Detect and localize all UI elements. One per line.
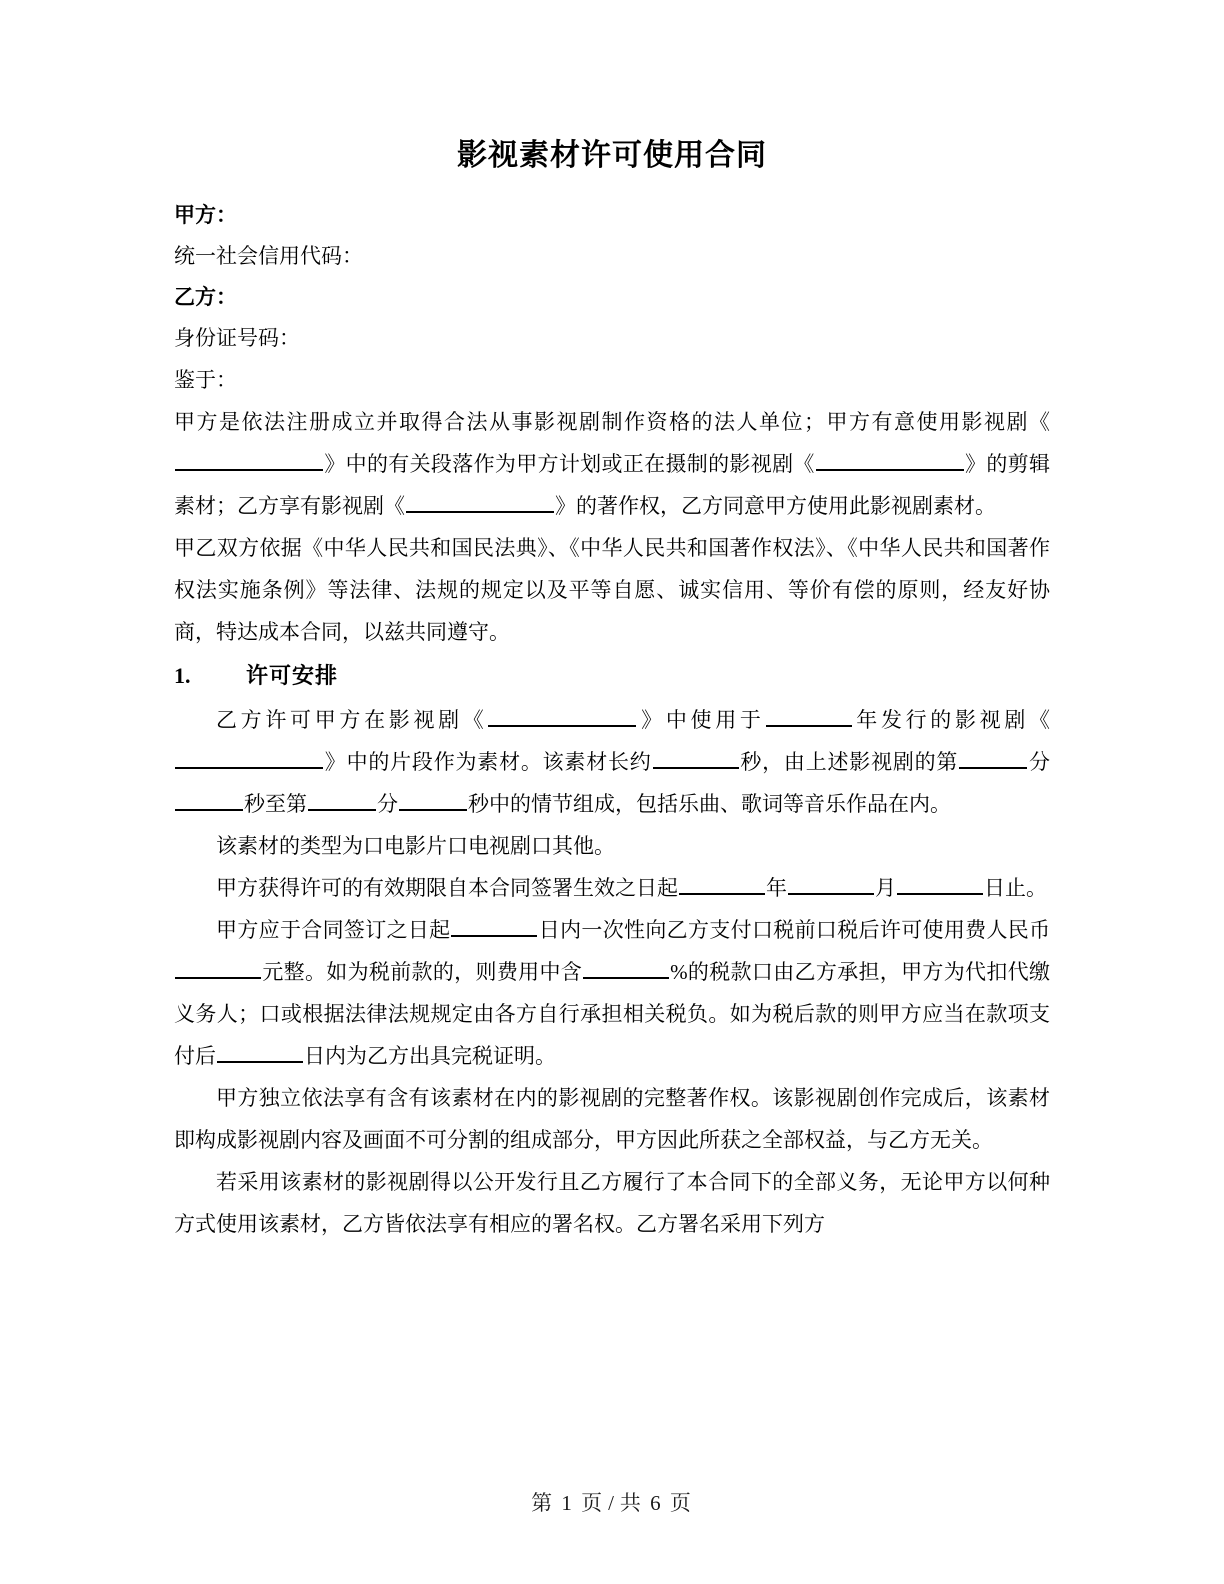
recitals-p1-text-c: 》的剪辑素材；乙方享有影视剧《 <box>174 451 1051 518</box>
recitals-heading: 鉴于： <box>174 367 237 392</box>
blank-expiry-year[interactable] <box>679 873 765 895</box>
s1-p4-text-c: 许可使用费人民币 <box>879 917 1051 942</box>
blank-film-title-2[interactable] <box>816 449 964 471</box>
s1-p4-text-d: 元整。如为税前款的，则费用中含 <box>262 959 583 984</box>
s1-p1-text-h: 分 <box>377 791 398 816</box>
s1-p4-text-h: 日内为乙方出具完税证明。 <box>304 1043 556 1068</box>
s1-p2-option-tv-series: 电视剧 <box>468 833 531 858</box>
s1-p1-text-d: 》中的片段作为素材。该素材长约 <box>324 749 652 774</box>
blank-start-minute[interactable] <box>959 747 1027 769</box>
s1-p2-option-other: 其他。 <box>552 833 615 858</box>
checkbox-tv-series-icon[interactable]: 口 <box>447 833 468 858</box>
section-1-number: 1. <box>174 662 191 688</box>
section-1-heading <box>174 653 1050 699</box>
blank-tax-certificate-days[interactable] <box>217 1041 303 1063</box>
section-1-paragraph-1 <box>174 699 1050 825</box>
blank-license-fee-amount[interactable] <box>175 957 261 979</box>
checkbox-movie-icon[interactable]: 口 <box>363 833 384 858</box>
blank-payment-days[interactable] <box>451 915 537 937</box>
section-1-paragraph-4-payment-terms <box>174 909 1050 1077</box>
blank-tax-percentage[interactable] <box>583 957 669 979</box>
checkbox-posttax-icon[interactable]: 口 <box>815 917 838 942</box>
section-1-paragraph-5-copyright: 甲方独立依法享有含有该素材在内的影视剧的完整著作权。该影视剧创作完成后，该素材即构成影视剧内容及画面不可分割的组成部分，甲方因此所获之全部权益，与乙方无关。 <box>174 1085 1050 1152</box>
recitals-p1-text-b: 》中的有关段落作为甲方计划或正在摄制的影视剧《 <box>324 451 815 476</box>
s1-p1-text-b: 》中使用于 <box>637 707 765 732</box>
checkbox-other-icon[interactable]: 口 <box>531 833 552 858</box>
footer-separator: / <box>608 1491 616 1515</box>
blank-clip-duration-seconds[interactable] <box>653 747 739 769</box>
section-1-paragraph-2-material-type <box>174 825 1050 867</box>
blank-start-second[interactable] <box>175 789 243 811</box>
section-1-paragraph-3-validity-period <box>174 867 1050 909</box>
blank-film-title-1[interactable] <box>175 449 323 471</box>
blank-release-year[interactable] <box>766 705 852 727</box>
blank-film-title-3[interactable] <box>406 491 554 513</box>
s1-p1-text-e: 秒，由上述影视剧的第 <box>739 749 959 774</box>
party-b-label: 乙方： <box>174 284 237 309</box>
page-title: 影视素材许可使用合同 <box>457 139 767 172</box>
s1-p4-option-posttax: 税后 <box>837 917 880 942</box>
s1-p2-text-a: 该素材的类型为 <box>216 833 363 858</box>
party-information-block <box>174 195 1050 359</box>
party-a-label: 甲方： <box>174 202 237 227</box>
footer-current-page: 第 1 页 <box>531 1491 605 1515</box>
s1-p1-text-c: 年发行的影视剧《 <box>852 707 1051 732</box>
s1-p1-text-a: 乙方许可甲方在影视剧《 <box>216 707 488 732</box>
recitals-p1-text-d: 》的著作权，乙方同意甲方使用此影视剧素材。 <box>555 493 996 518</box>
blank-expiry-day[interactable] <box>897 873 983 895</box>
s1-p2-option-movie: 电影片 <box>384 833 447 858</box>
s1-p1-text-f: 分 <box>1028 749 1051 774</box>
page-content <box>174 0 1050 1245</box>
s1-p4-text-g: 或根据法律法规规定由各方自行承担相关税负。如为税后款的则甲方应当在款项支付后 <box>174 1001 1050 1068</box>
section-1-title: 许可安排 <box>246 662 339 688</box>
party-a-credit-code-label: 统一社会信用代码： <box>174 243 363 268</box>
footer-total-pages: 共 6 页 <box>619 1491 693 1515</box>
party-b-id-number-label: 身份证号码： <box>174 325 300 350</box>
blank-expiry-month[interactable] <box>788 873 874 895</box>
checkbox-tax-borne-separately-icon[interactable]: 口 <box>259 1001 281 1026</box>
s1-p4-text-a: 甲方应于合同签订之日起 <box>216 917 451 942</box>
checkbox-tax-borne-by-party-b-icon[interactable]: 口 <box>751 959 774 984</box>
checkbox-pretax-icon[interactable]: 口 <box>751 917 774 942</box>
s1-p1-text-i: 秒中的情节组成，包括乐曲、歌词等音乐作品在内。 <box>468 791 951 816</box>
section-1-paragraph-6-attribution: 若采用该素材的影视剧得以公开发行且乙方履行了本合同下的全部义务，无论甲方以何种方式使用该素材，乙方皆依法享有相应的署名权。乙方署名采用下列方 <box>174 1169 1050 1236</box>
s1-p3-text-a: 甲方获得许可的有效期限自本合同签署生效之日起 <box>216 875 678 900</box>
blank-end-second[interactable] <box>399 789 467 811</box>
recitals-paragraph-2: 甲乙双方依据《中华人民共和国民法典》、《中华人民共和国著作权法》、《中华人民共和国著作权法实施条例》等法律、法规的规定以及平等自愿、诚实信用、等价有偿的原则，经友好协商，特达成本合同，以兹共同遵守。 <box>174 535 1050 644</box>
blank-end-minute[interactable] <box>308 789 376 811</box>
s1-p1-text-g: 秒至第 <box>244 791 307 816</box>
recitals-p1-text-a: 甲方是依法注册成立并取得合法从事影视剧制作资格的法人单位；甲方有意使用影视剧《 <box>174 409 1050 434</box>
s1-p4-text-e: %的税款 <box>670 959 752 984</box>
page-footer <box>0 1487 1224 1517</box>
s1-p3-text-d: 日止。 <box>984 875 1047 900</box>
blank-target-film-title[interactable] <box>488 705 636 727</box>
s1-p4-text-b: 日内一次性向乙方支付 <box>538 917 752 942</box>
s1-p3-text-b: 年 <box>766 875 787 900</box>
s1-p4-option-pretax: 税前 <box>773 917 816 942</box>
s1-p4-text-f: 由乙方承担，甲方为代扣代缴义务人； <box>174 959 1051 1026</box>
blank-source-film-title[interactable] <box>175 747 323 769</box>
s1-p3-text-c: 月 <box>875 875 896 900</box>
recitals-paragraph-1 <box>174 401 1050 527</box>
